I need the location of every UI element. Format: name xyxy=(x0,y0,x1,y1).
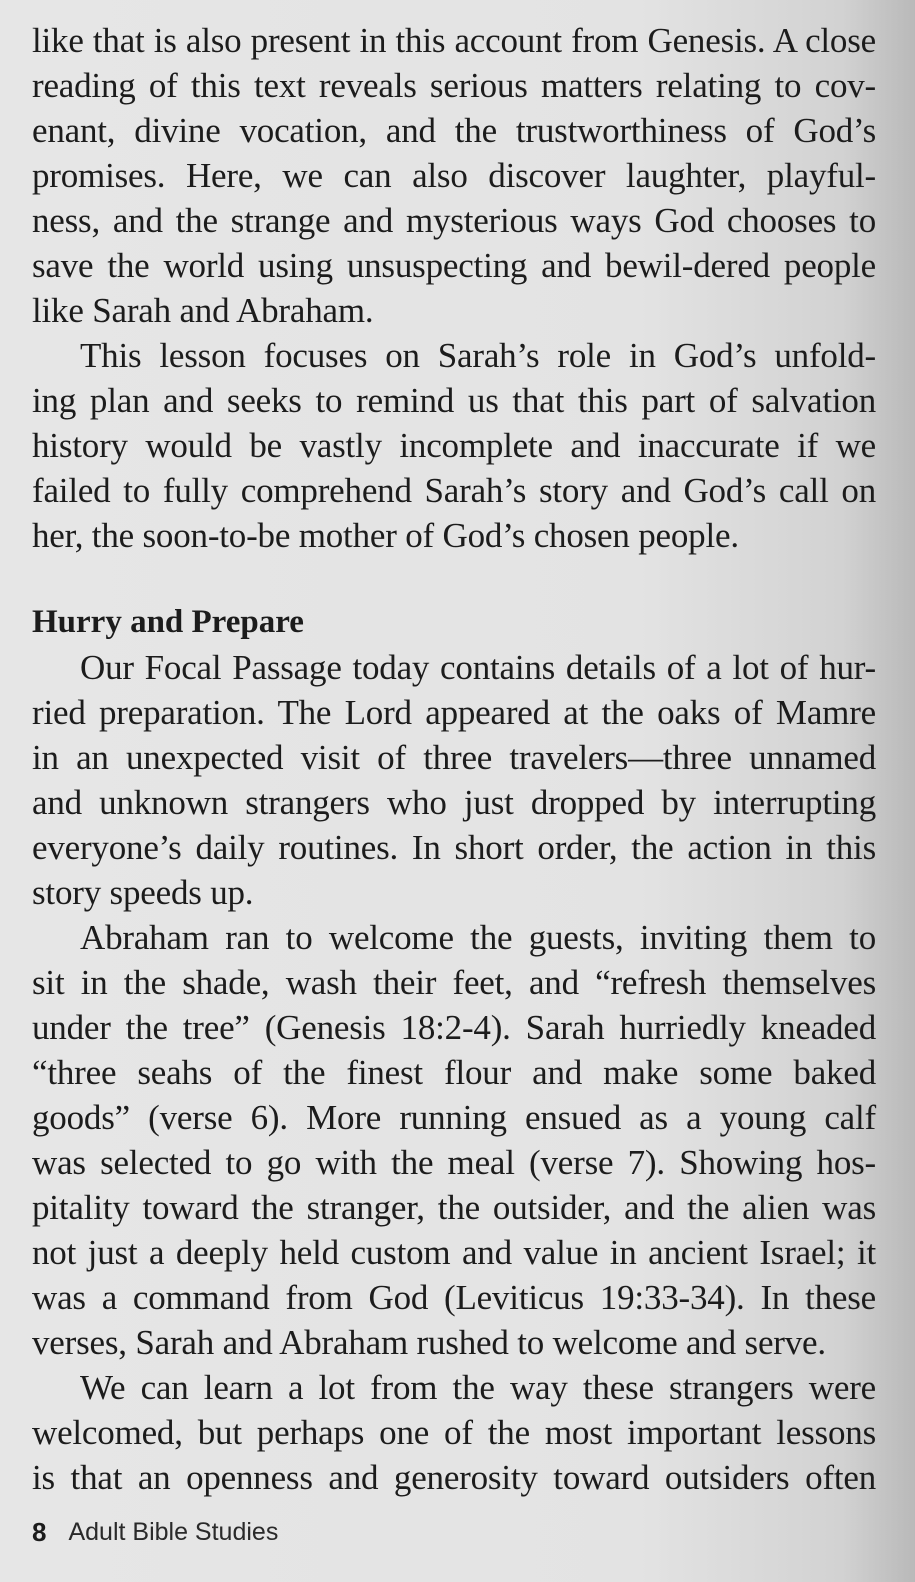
text-line: was selected to go with the meal (verse 7). Showing hos- xyxy=(32,1143,876,1182)
text-line: story speeds up. xyxy=(32,873,254,912)
text-line: ing plan and seeks to remind us that this part of salvation xyxy=(32,381,876,420)
text-line: promises. Here, we can also discover laughter, playful- xyxy=(32,156,876,195)
text-line: pitality toward the stranger, the outsider, and the alien was xyxy=(32,1188,876,1227)
text-line: ness, and the strange and mysterious ways God chooses to xyxy=(32,201,876,240)
text-line: everyone’s daily routines. In short order, the action in this xyxy=(32,828,876,867)
text-line: in an unexpected visit of three travelers—three unnamed xyxy=(32,738,876,777)
text-line: enant, divine vocation, and the trustworthiness of God’s xyxy=(32,111,876,150)
text-line: welcomed, but perhaps one of the most important lessons xyxy=(32,1413,876,1452)
text-line: and unknown strangers who just dropped by interrupting xyxy=(32,783,876,822)
page-footer xyxy=(32,1512,278,1552)
text-line: sit in the shade, wash their feet, and “refresh themselves xyxy=(32,963,876,1002)
text-line: under the tree” (Genesis 18:2-4). Sarah hurriedly kneaded xyxy=(32,1008,876,1047)
text-line: Abraham ran to welcome the guests, inviting them to xyxy=(80,918,876,957)
text-line: like Sarah and Abraham. xyxy=(32,291,374,330)
text-line: history would be vastly incomplete and inaccurate if we xyxy=(32,426,876,465)
text-line: “three seahs of the finest flour and make some baked xyxy=(32,1053,876,1092)
text-line: goods” (verse 6). More running ensued as a young calf xyxy=(32,1098,876,1137)
text-line: save the world using unsuspecting and bewil-dered people xyxy=(32,246,876,285)
text-line: We can learn a lot from the way these strangers were xyxy=(80,1368,876,1407)
text-line: ried preparation. The Lord appeared at the oaks of Mamre xyxy=(32,693,876,732)
text-line: reading of this text reveals serious matters relating to cov- xyxy=(32,66,876,105)
text-line: Our Focal Passage today contains details of a lot of hur- xyxy=(80,648,876,687)
text-line: failed to fully comprehend Sarah’s story and God’s call on xyxy=(32,471,876,510)
page-number: 8 xyxy=(32,1516,47,1547)
text-line: like that is also present in this account from Genesis. A close xyxy=(32,21,876,60)
text-line: verses, Sarah and Abraham rushed to welcome and serve. xyxy=(32,1323,826,1362)
text-line: was a command from God (Leviticus 19:33-34). In these xyxy=(32,1278,876,1317)
section-heading: Hurry and Prepare xyxy=(32,604,304,640)
publication-title: Adult Bible Studies xyxy=(68,1517,279,1546)
text-line: This lesson focuses on Sarah’s role in God’s unfold- xyxy=(80,336,876,375)
text-line: not just a deeply held custom and value in ancient Israel; it xyxy=(32,1233,876,1272)
text-line: is that an openness and generosity toward outsiders often xyxy=(32,1458,876,1497)
text-line: her, the soon-to-be mother of God’s chosen people. xyxy=(32,516,739,555)
